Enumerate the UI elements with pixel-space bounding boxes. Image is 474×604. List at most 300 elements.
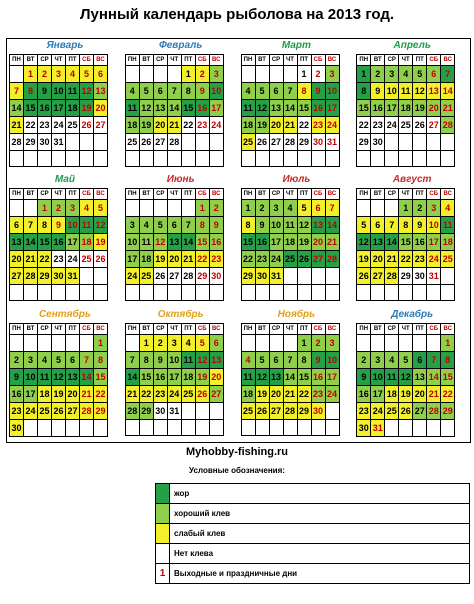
day-cell: 4 [66,66,80,83]
month-table [9,323,108,437]
legend-label: Нет клева [170,544,470,564]
day-cell: 28 [125,402,139,419]
empty-cell [269,285,283,301]
day-cell: 25 [66,117,80,134]
day-cell: 10 [52,83,66,100]
empty-cell [269,151,283,167]
day-cell: 19 [357,251,371,268]
weekday-header: ПН [241,55,255,66]
day-cell: 20 [413,385,427,402]
day-cell: 3 [66,200,80,217]
empty-cell [241,419,255,435]
empty-cell [10,334,24,351]
empty-cell [24,334,38,351]
day-cell: 17 [385,100,399,117]
day-cell: 26 [357,268,371,285]
day-cell: 27 [209,385,223,402]
empty-cell [269,66,283,83]
day-cell: 18 [139,251,153,268]
weekday-header: ВС [325,55,339,66]
weekday-header: ВТ [371,323,385,334]
day-cell: 8 [241,217,255,234]
weekday-header: ВТ [255,189,269,200]
empty-cell [10,151,24,167]
day-cell: 7 [427,351,441,368]
day-cell: 11 [241,368,255,385]
day-cell: 22 [195,251,209,268]
day-cell: 15 [181,100,195,117]
day-cell: 19 [399,385,413,402]
empty-cell [385,151,399,167]
empty-cell [385,419,399,436]
day-cell: 26 [94,251,108,268]
day-cell: 19 [139,117,153,134]
day-cell: 9 [255,217,269,234]
weekday-header: СБ [80,189,94,200]
empty-cell [125,151,139,167]
day-cell: 16 [371,100,385,117]
month-name: Август [392,174,432,186]
day-cell: 25 [385,402,399,419]
day-cell: 13 [269,100,283,117]
day-cell: 26 [255,134,269,151]
day-cell: 13 [94,83,108,100]
empty-cell [427,285,441,301]
day-cell: 1 [94,334,108,351]
legend-row [156,524,470,544]
day-cell: 6 [209,334,223,351]
month-4 [354,39,470,173]
day-cell: 17 [125,251,139,268]
weekday-header: ВС [441,189,455,200]
day-cell: 21 [80,385,94,402]
empty-cell [24,419,38,436]
weekday-header: ПН [357,55,371,66]
day-cell: 26 [153,268,167,285]
empty-cell [52,285,66,301]
day-cell: 27 [10,268,24,285]
empty-cell [441,285,455,301]
day-cell: 14 [283,100,297,117]
empty-cell [153,66,167,83]
day-cell: 15 [441,368,455,385]
weekday-header: ПН [357,323,371,334]
empty-cell [283,334,297,351]
day-cell: 10 [371,368,385,385]
weekday-header: ПН [10,189,24,200]
day-cell: 7 [441,66,455,83]
day-cell: 11 [181,351,195,368]
month-5 [7,173,123,307]
day-cell: 21 [283,117,297,134]
empty-cell [125,200,139,217]
empty-cell [325,268,339,285]
day-cell: 25 [38,402,52,419]
weekday-header: СР [38,55,52,66]
empty-cell [52,334,66,351]
day-cell: 14 [283,368,297,385]
weekday-header: СР [153,55,167,66]
day-cell: 28 [427,402,441,419]
weekday-header: ЧТ [399,323,413,334]
empty-cell [52,419,66,436]
day-cell: 1 [399,200,413,217]
day-cell: 4 [399,66,413,83]
empty-cell [24,200,38,217]
day-cell: 8 [399,217,413,234]
weekday-header: ЧТ [283,189,297,200]
legend-label: Выходные и праздничные дни [170,564,470,584]
day-cell: 20 [269,117,283,134]
month-name: Июнь [166,174,195,186]
day-cell: 3 [325,66,339,83]
weekday-header: ВТ [371,55,385,66]
empty-cell [195,151,209,167]
empty-cell [311,151,325,167]
empty-cell [181,419,195,435]
day-cell: 18 [399,100,413,117]
day-cell: 27 [167,268,181,285]
month-table [125,188,224,301]
day-cell: 1 [357,66,371,83]
day-cell: 14 [24,234,38,251]
day-cell: 6 [269,83,283,100]
day-cell: 18 [181,368,195,385]
day-cell: 14 [181,234,195,251]
day-cell: 20 [209,368,223,385]
day-cell: 13 [10,234,24,251]
day-cell: 1 [38,200,52,217]
day-cell: 24 [371,402,385,419]
month-name: Июль [282,174,311,186]
weekday-header: ВТ [139,189,153,200]
empty-cell [269,419,283,435]
day-cell: 17 [167,368,181,385]
empty-cell [24,151,38,167]
day-cell: 1 [297,66,311,83]
day-cell: 19 [80,100,94,117]
site-url: Myhobby-fishing.ru [185,446,289,458]
day-cell: 7 [167,83,181,100]
weekday-header: ПТ [66,189,80,200]
day-cell: 9 [38,83,52,100]
day-cell: 12 [94,217,108,234]
weekday-header: ВТ [24,55,38,66]
day-cell: 4 [283,200,297,217]
empty-cell [181,151,195,167]
day-cell: 21 [10,117,24,134]
day-cell: 19 [255,117,269,134]
day-cell: 13 [371,234,385,251]
day-cell: 12 [357,234,371,251]
day-cell: 15 [297,368,311,385]
weekday-header: ПТ [297,189,311,200]
month-table [241,323,340,436]
day-cell: 17 [325,100,339,117]
empty-cell [195,402,209,419]
weekday-header: СР [38,323,52,334]
month-name: Январь [46,40,84,51]
day-cell: 30 [413,268,427,285]
day-cell: 2 [357,351,371,368]
day-cell: 3 [325,334,339,351]
weekday-header: ЧТ [399,189,413,200]
page-title: Лунный календарь рыболова на 2013 год. [79,6,395,23]
day-cell: 26 [139,134,153,151]
day-cell: 24 [269,251,283,268]
empty-cell [297,151,311,167]
weekday-header: ПН [125,55,139,66]
empty-cell [357,334,371,351]
day-cell: 4 [125,83,139,100]
empty-cell [357,151,371,167]
day-cell: 22 [181,117,195,134]
day-cell: 3 [427,200,441,217]
empty-cell [195,419,209,435]
day-cell: 29 [297,134,311,151]
weekday-header: СБ [80,323,94,334]
day-cell: 23 [195,117,209,134]
day-cell: 13 [413,368,427,385]
empty-cell [209,285,223,301]
empty-cell [371,200,385,217]
day-cell: 15 [297,100,311,117]
day-cell: 30 [371,134,385,151]
empty-cell [427,134,441,151]
day-cell: 8 [181,83,195,100]
day-cell: 14 [167,100,181,117]
day-cell: 22 [38,251,52,268]
empty-cell [66,134,80,151]
weekday-header: ВТ [371,189,385,200]
day-cell: 15 [38,234,52,251]
month-name: Сентябрь [38,308,91,320]
empty-cell [413,419,427,436]
empty-cell [441,419,455,436]
empty-cell [94,151,108,167]
day-cell: 5 [195,334,209,351]
day-cell: 15 [195,234,209,251]
day-cell: 26 [80,117,94,134]
empty-cell [357,200,371,217]
empty-cell [139,419,153,435]
day-cell: 20 [153,117,167,134]
empty-cell [38,334,52,351]
day-cell: 1 [24,66,38,83]
month-name: Апрель [393,40,431,51]
empty-cell [371,285,385,301]
day-cell: 22 [357,117,371,134]
weekday-header: СР [269,323,283,334]
day-cell: 3 [24,351,38,368]
weekday-header: ПТ [413,189,427,200]
month-11 [239,308,355,442]
day-cell: 27 [413,402,427,419]
day-cell: 20 [371,251,385,268]
day-cell: 16 [52,234,66,251]
day-cell: 4 [181,334,195,351]
empty-cell [441,268,455,285]
day-cell: 8 [24,83,38,100]
empty-cell [80,268,94,285]
day-cell: 17 [209,100,223,117]
day-cell: 30 [209,268,223,285]
empty-cell [283,285,297,301]
weekday-header: ВС [94,189,108,200]
day-cell: 25 [241,402,255,419]
day-cell: 31 [167,402,181,419]
day-cell: 25 [399,117,413,134]
empty-cell [66,285,80,301]
day-cell: 19 [153,251,167,268]
month-8 [354,173,470,307]
day-cell: 1 [195,200,209,217]
month-table [356,54,455,167]
day-cell: 25 [139,268,153,285]
day-cell: 7 [10,83,24,100]
day-cell: 6 [371,217,385,234]
day-cell: 5 [357,217,371,234]
day-cell: 30 [38,134,52,151]
day-cell: 20 [311,234,325,251]
day-cell: 9 [209,217,223,234]
weekday-header: ПН [357,189,371,200]
weekday-header: ПН [125,189,139,200]
day-cell: 15 [241,234,255,251]
day-cell: 15 [357,100,371,117]
weekday-header: СР [269,55,283,66]
empty-cell [413,334,427,351]
empty-cell [66,419,80,436]
day-cell: 14 [441,83,455,100]
day-cell: 5 [399,351,413,368]
day-cell: 19 [297,234,311,251]
day-cell: 15 [399,234,413,251]
empty-cell [139,66,153,83]
day-cell: 3 [167,334,181,351]
weekday-header: ВТ [255,323,269,334]
day-cell: 30 [153,402,167,419]
empty-cell [283,419,297,435]
month-table [125,54,224,167]
day-cell: 28 [283,134,297,151]
day-cell: 16 [357,385,371,402]
weekday-header: ВС [94,55,108,66]
day-cell: 24 [52,117,66,134]
day-cell: 11 [399,83,413,100]
day-cell: 4 [38,351,52,368]
day-cell: 9 [413,217,427,234]
month-10 [123,308,239,442]
day-cell: 6 [10,217,24,234]
weekday-header: ВТ [139,55,153,66]
weekday-header: ЧТ [167,323,181,334]
day-cell: 22 [94,385,108,402]
day-cell: 9 [52,217,66,234]
month-table [125,323,224,436]
day-cell: 10 [209,83,223,100]
day-cell: 16 [38,100,52,117]
weekday-header: СБ [195,189,209,200]
empty-cell [209,151,223,167]
empty-cell [209,402,223,419]
weekday-header: ЧТ [399,55,413,66]
day-cell: 14 [10,100,24,117]
day-cell: 27 [311,251,325,268]
day-cell: 1 [441,334,455,351]
day-cell: 9 [311,351,325,368]
day-cell: 5 [94,200,108,217]
day-cell: 22 [297,385,311,402]
empty-cell [413,134,427,151]
empty-cell [269,334,283,351]
day-cell: 31 [325,134,339,151]
weekday-header: ВТ [24,323,38,334]
month-12 [354,308,470,442]
empty-cell [325,151,339,167]
day-cell: 26 [399,402,413,419]
empty-cell [255,419,269,435]
day-cell: 17 [371,385,385,402]
day-cell: 5 [297,200,311,217]
empty-cell [38,151,52,167]
day-cell: 24 [167,385,181,402]
day-cell: 19 [52,385,66,402]
day-cell: 8 [297,351,311,368]
day-cell: 7 [181,217,195,234]
weekday-header: ЧТ [52,189,66,200]
month-table [9,188,108,301]
day-cell: 8 [297,83,311,100]
day-cell: 26 [413,117,427,134]
empty-cell [311,285,325,301]
day-cell: 28 [283,402,297,419]
weekday-header: ПН [125,323,139,334]
day-cell: 15 [94,368,108,385]
day-cell: 19 [413,100,427,117]
day-cell: 2 [10,351,24,368]
day-cell: 11 [385,368,399,385]
empty-cell [283,66,297,83]
day-cell: 31 [66,268,80,285]
empty-cell [357,285,371,301]
day-cell: 10 [325,83,339,100]
empty-cell [297,285,311,301]
empty-cell [413,151,427,167]
day-cell: 8 [195,217,209,234]
empty-cell [181,200,195,217]
day-cell: 12 [195,351,209,368]
weekday-header: СБ [427,55,441,66]
day-cell: 17 [269,234,283,251]
day-cell: 13 [167,234,181,251]
day-cell: 30 [311,134,325,151]
day-cell: 9 [10,368,24,385]
weekday-header: ВС [209,189,223,200]
weekday-header: СР [38,189,52,200]
day-cell: 25 [241,134,255,151]
day-cell: 20 [10,251,24,268]
empty-cell [66,151,80,167]
empty-cell [371,334,385,351]
day-cell: 28 [325,251,339,268]
day-cell: 4 [139,217,153,234]
empty-cell [139,285,153,301]
day-cell: 16 [195,100,209,117]
day-cell: 12 [413,83,427,100]
empty-cell [399,151,413,167]
month-name: Ноябрь [277,308,316,320]
